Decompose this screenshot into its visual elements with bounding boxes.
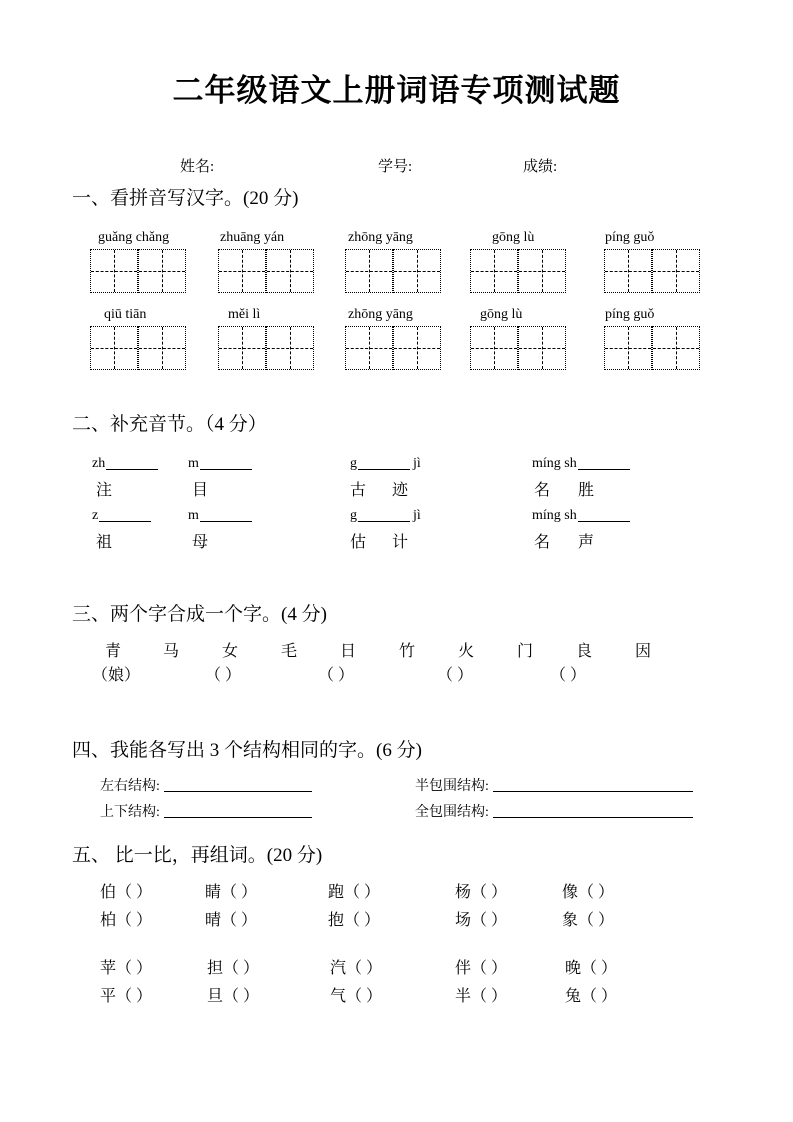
tianzige-cell[interactable] bbox=[518, 326, 566, 370]
section-5-heading: 五、 比一比，再组词。(20 分) bbox=[72, 845, 323, 866]
compare-item-2-3[interactable]: 抱（ ） bbox=[328, 912, 381, 929]
combine-answer-5[interactable]: （ ） bbox=[550, 667, 587, 684]
score-label: 成绩: bbox=[523, 159, 558, 175]
syllable-prefix: m bbox=[188, 456, 199, 471]
compare-item-1-2[interactable]: 睛（ ） bbox=[205, 884, 258, 901]
compare-item-1-1[interactable]: 伯（ ） bbox=[100, 884, 153, 901]
syllable-prefix: z bbox=[92, 508, 99, 523]
syllable-blank-1[interactable] bbox=[92, 455, 159, 472]
tianzige-group-2-4[interactable] bbox=[470, 326, 566, 370]
write-blank[interactable] bbox=[200, 507, 252, 522]
write-blank[interactable] bbox=[493, 778, 693, 792]
tianzige-cell[interactable] bbox=[90, 249, 138, 293]
tianzige-cell[interactable] bbox=[345, 249, 393, 293]
combine-answer-1[interactable]: （娘） bbox=[92, 667, 141, 684]
structure-field-top-bottom[interactable] bbox=[100, 801, 312, 821]
tianzige-group-2-2[interactable] bbox=[218, 326, 314, 370]
write-blank[interactable] bbox=[358, 507, 410, 522]
hanzi-hint-6: 母 bbox=[192, 534, 209, 551]
page-title: 二年级语文上册词语专项测试题 bbox=[172, 73, 621, 108]
compare-item-2-1[interactable]: 柏（ ） bbox=[100, 912, 153, 929]
combine-answer-2[interactable]: （ ） bbox=[205, 667, 242, 684]
tianzige-group-1-5[interactable] bbox=[604, 249, 700, 293]
compare-row-3 bbox=[0, 955, 793, 979]
compare-item-3-5[interactable]: 晚（ ） bbox=[565, 960, 618, 977]
syllable-blank-2[interactable] bbox=[188, 455, 253, 472]
compare-item-4-3[interactable]: 气（ ） bbox=[330, 988, 383, 1005]
tianzige-group-1-1[interactable] bbox=[90, 249, 186, 293]
tianzige-cell[interactable] bbox=[345, 326, 393, 370]
write-blank[interactable] bbox=[99, 507, 151, 522]
syllable-prefix: zh bbox=[92, 456, 106, 471]
hanzi-hint-4b: 胜 bbox=[578, 482, 595, 499]
source-char-7: 火 bbox=[458, 643, 475, 660]
tianzige-cell[interactable] bbox=[604, 249, 652, 293]
syllable-blank-7[interactable] bbox=[350, 507, 421, 524]
source-char-1: 青 bbox=[105, 643, 122, 660]
pinyin-label-1-3: zhōng yāng bbox=[348, 230, 413, 245]
tianzige-cell[interactable] bbox=[652, 326, 700, 370]
structure-label: 半包围结构: bbox=[415, 779, 489, 794]
write-blank[interactable] bbox=[358, 455, 410, 470]
section-2-heading: 二、补充音节。（4 分） bbox=[72, 414, 267, 435]
pinyin-label-1-4: gōng lù bbox=[492, 230, 535, 245]
section-3-heading: 三、两个字合成一个字。(4 分) bbox=[72, 604, 327, 625]
pinyin-label-2-4: gōng lù bbox=[480, 307, 523, 322]
student-info-row bbox=[0, 155, 793, 177]
tianzige-cell[interactable] bbox=[470, 326, 518, 370]
tianzige-cell[interactable] bbox=[90, 326, 138, 370]
pinyin-label-1-5: píng guǒ bbox=[605, 230, 655, 245]
syllable-blank-3[interactable] bbox=[350, 455, 421, 472]
syllable-blank-4[interactable] bbox=[532, 455, 631, 472]
section-4-heading: 四、我能各写出 3 个结构相同的字。(6 分) bbox=[72, 740, 422, 761]
pinyin-label-1-2: zhuāng yán bbox=[220, 230, 285, 245]
pinyin-label-2-3: zhōng yāng bbox=[348, 307, 413, 322]
tianzige-cell[interactable] bbox=[518, 249, 566, 293]
compare-item-4-5[interactable]: 兔（ ） bbox=[565, 988, 618, 1005]
compare-item-2-2[interactable]: 晴（ ） bbox=[205, 912, 258, 929]
structure-field-left-right[interactable] bbox=[100, 775, 312, 795]
write-blank[interactable] bbox=[164, 804, 312, 818]
tianzige-group-1-3[interactable] bbox=[345, 249, 441, 293]
compare-item-4-1[interactable]: 平（ ） bbox=[100, 988, 153, 1005]
name-label: 姓名: bbox=[180, 159, 215, 175]
syllable-prefix: míng sh bbox=[532, 508, 577, 523]
write-blank[interactable] bbox=[493, 804, 693, 818]
compare-item-3-3[interactable]: 汽（ ） bbox=[330, 960, 383, 977]
hanzi-hint-1: 注 bbox=[96, 482, 113, 499]
hanzi-hint-3b: 迹 bbox=[392, 482, 409, 499]
source-char-2: 马 bbox=[163, 643, 180, 660]
hanzi-hint-2: 目 bbox=[192, 482, 209, 499]
section-1-heading: 一、看拼音写汉字。(20 分) bbox=[72, 188, 299, 209]
compare-row-2 bbox=[0, 907, 793, 931]
compare-item-3-2[interactable]: 担（ ） bbox=[207, 960, 260, 977]
tianzige-cell[interactable] bbox=[266, 326, 314, 370]
write-blank[interactable] bbox=[578, 507, 630, 522]
hanzi-hint-4a: 名 bbox=[534, 482, 551, 499]
hanzi-hint-5: 祖 bbox=[96, 534, 113, 551]
pinyin-label-2-1: qiū tiān bbox=[104, 307, 147, 322]
tianzige-group-2-1[interactable] bbox=[90, 326, 186, 370]
compare-item-1-3[interactable]: 跑（ ） bbox=[328, 884, 381, 901]
tianzige-cell[interactable] bbox=[266, 249, 314, 293]
structure-field-full-enclosed[interactable] bbox=[415, 801, 693, 821]
pinyin-label-2-5: píng guǒ bbox=[605, 307, 655, 322]
hanzi-hint-7b: 计 bbox=[392, 534, 409, 551]
syllable-blank-6[interactable] bbox=[188, 507, 253, 524]
compare-row-4 bbox=[0, 983, 793, 1007]
write-blank[interactable] bbox=[578, 455, 630, 470]
compare-item-3-4[interactable]: 伴（ ） bbox=[455, 960, 508, 977]
syllable-prefix: g bbox=[350, 456, 357, 471]
source-char-9: 良 bbox=[576, 643, 593, 660]
compare-item-4-4[interactable]: 半（ ） bbox=[455, 988, 508, 1005]
compare-item-1-5[interactable]: 像（ ） bbox=[562, 884, 615, 901]
tianzige-group-1-2[interactable] bbox=[218, 249, 314, 293]
hanzi-hint-8a: 名 bbox=[534, 534, 551, 551]
syllable-prefix: míng sh bbox=[532, 456, 577, 471]
syllable-suffix: jì bbox=[413, 508, 421, 523]
source-char-8: 门 bbox=[517, 643, 534, 660]
syllable-blank-8[interactable] bbox=[532, 507, 631, 524]
hanzi-hint-3a: 古 bbox=[350, 482, 367, 499]
tianzige-group-1-4[interactable] bbox=[470, 249, 566, 293]
compare-item-1-4[interactable]: 杨（ ） bbox=[455, 884, 508, 901]
tianzige-cell[interactable] bbox=[393, 249, 441, 293]
compare-item-3-1[interactable]: 苹（ ） bbox=[100, 960, 153, 977]
hanzi-hint-7a: 估 bbox=[350, 534, 367, 551]
source-char-10: 因 bbox=[635, 643, 652, 660]
tianzige-group-2-5[interactable] bbox=[604, 326, 700, 370]
syllable-suffix: jì bbox=[413, 456, 421, 471]
structure-label: 左右结构: bbox=[100, 779, 160, 794]
combine-answer-3[interactable]: （ ） bbox=[318, 667, 355, 684]
tianzige-cell[interactable] bbox=[393, 326, 441, 370]
source-char-4: 毛 bbox=[281, 643, 298, 660]
tianzige-cell[interactable] bbox=[604, 326, 652, 370]
source-char-5: 日 bbox=[340, 643, 357, 660]
write-blank[interactable] bbox=[200, 455, 252, 470]
student-id-label: 学号: bbox=[378, 159, 413, 175]
tianzige-cell[interactable] bbox=[138, 326, 186, 370]
tianzige-group-2-3[interactable] bbox=[345, 326, 441, 370]
compare-item-2-5[interactable]: 象（ ） bbox=[562, 912, 615, 929]
hanzi-hint-8b: 声 bbox=[578, 534, 595, 551]
structure-field-semi-enclosed[interactable] bbox=[415, 775, 693, 795]
syllable-blank-5[interactable] bbox=[92, 507, 152, 524]
compare-item-2-4[interactable]: 场（ ） bbox=[455, 912, 508, 929]
write-blank[interactable] bbox=[164, 778, 312, 792]
source-char-3: 女 bbox=[222, 643, 239, 660]
tianzige-cell[interactable] bbox=[470, 249, 518, 293]
tianzige-cell[interactable] bbox=[652, 249, 700, 293]
pinyin-label-1-1: guǎng chǎng bbox=[98, 230, 170, 245]
tianzige-cell[interactable] bbox=[218, 249, 266, 293]
source-char-6: 竹 bbox=[399, 643, 416, 660]
compare-item-4-2[interactable]: 旦（ ） bbox=[207, 988, 260, 1005]
pinyin-label-2-2: měi lì bbox=[228, 307, 261, 322]
syllable-prefix: m bbox=[188, 508, 199, 523]
compare-row-1 bbox=[0, 879, 793, 903]
structure-label: 全包围结构: bbox=[415, 805, 489, 820]
tianzige-cell[interactable] bbox=[138, 249, 186, 293]
write-blank[interactable] bbox=[106, 455, 158, 470]
syllable-prefix: g bbox=[350, 508, 357, 523]
combine-answer-4[interactable]: （ ） bbox=[437, 667, 474, 684]
structure-label: 上下结构: bbox=[100, 805, 160, 820]
tianzige-cell[interactable] bbox=[218, 326, 266, 370]
